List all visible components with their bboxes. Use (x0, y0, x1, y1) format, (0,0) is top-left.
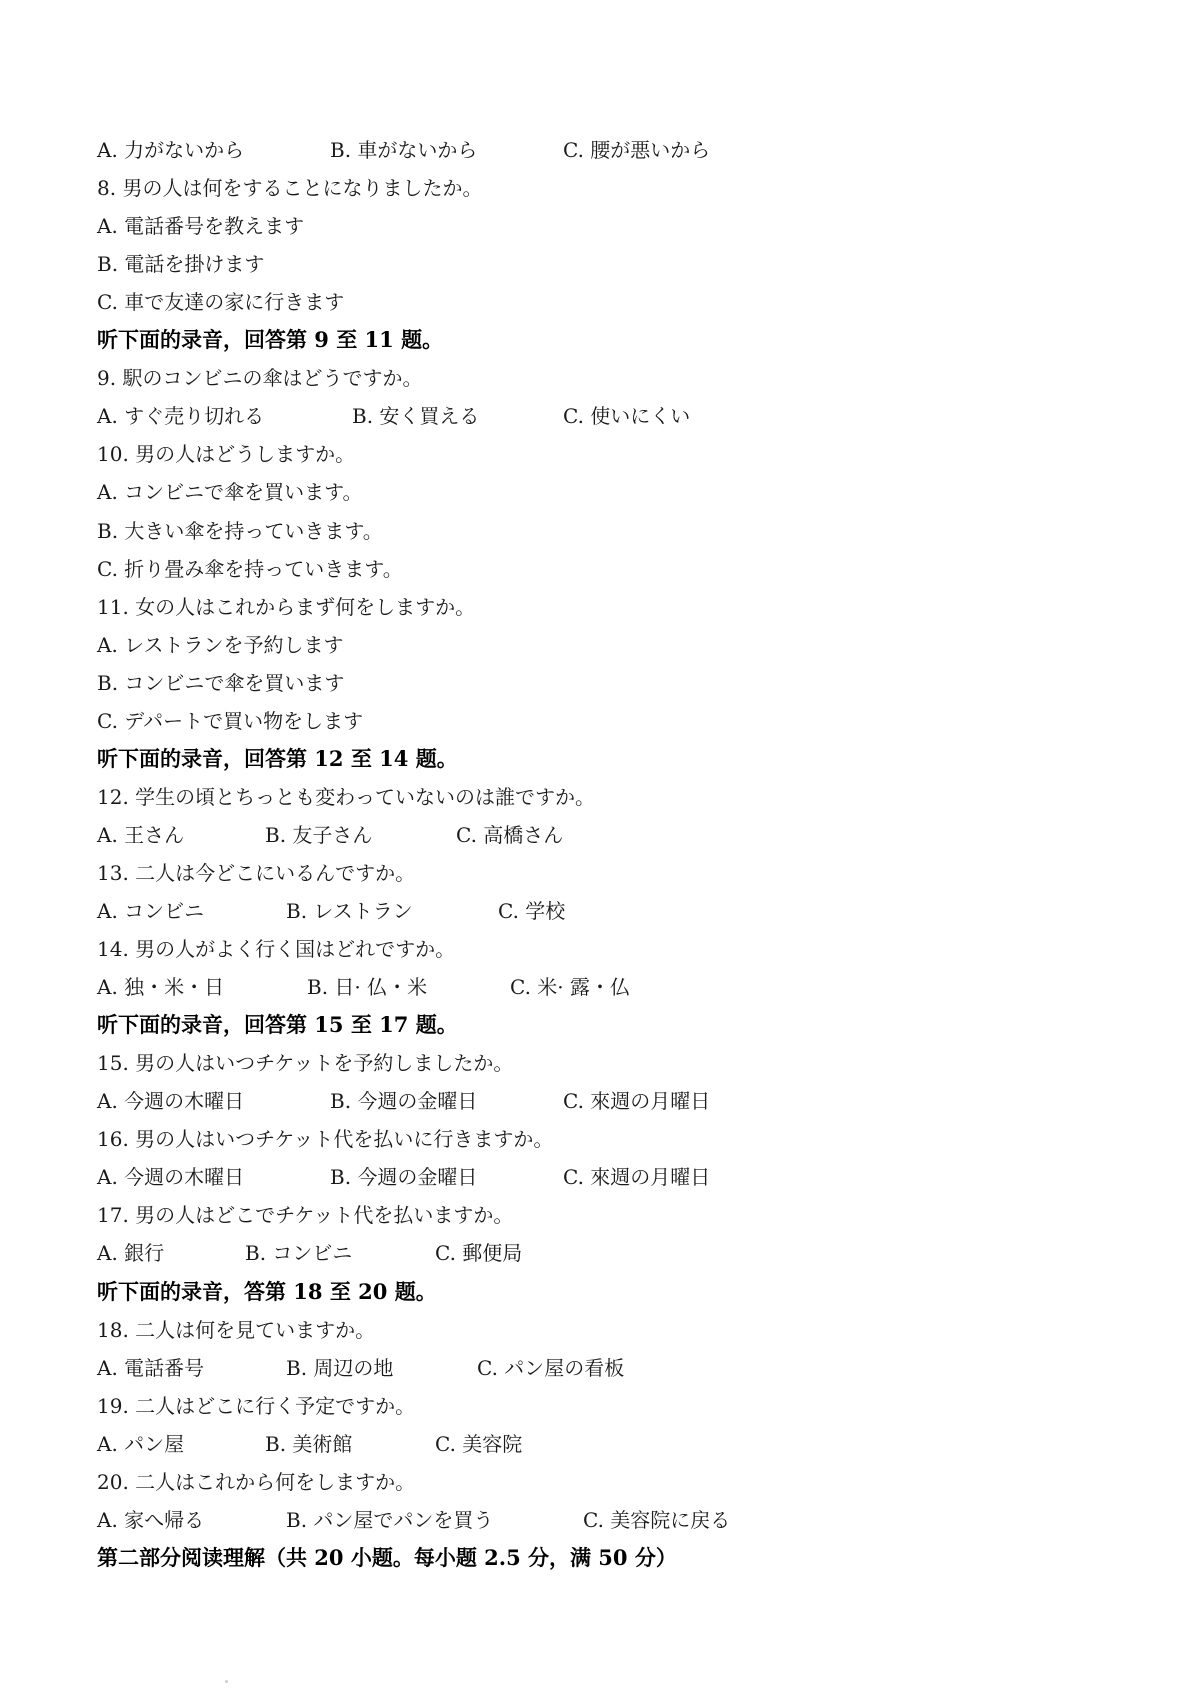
section-heading: 听下面的录音，答第 18 至 20 题。 (97, 1279, 437, 1304)
question-text: 19. 二人はどこに行く予定ですか。 (97, 1394, 416, 1418)
option-row (0, 1084, 1200, 1118)
question-text: 17. 男の人はどこでチケット代を払いますか。 (97, 1203, 514, 1227)
section-heading: 听下面的录音，回答第 9 至 11 题。 (97, 327, 444, 352)
option-row (0, 399, 1200, 433)
question-text: 12. 学生の頃とちっとも変わっていないのは誰ですか。 (97, 785, 595, 809)
option-a: A. 力がないから (97, 138, 245, 162)
option-a: A. 今週の木曜日 (97, 1165, 245, 1189)
option-line: C. 折り畳み傘を持っていきます。 (97, 557, 403, 581)
option-line: B. コンビニで傘を買います (97, 671, 345, 695)
option-c: C. 腰が悪いから (563, 138, 711, 162)
option-b: B. 美術館 (265, 1432, 353, 1456)
option-a: A. 電話番号 (97, 1356, 205, 1380)
option-c: C. 美容院 (435, 1432, 523, 1456)
option-row (0, 133, 1200, 167)
option-a: A. 今週の木曜日 (97, 1089, 245, 1113)
question-text: 10. 男の人はどうしますか。 (97, 442, 356, 466)
option-b: B. 今週の金曜日 (330, 1165, 478, 1189)
option-b: B. 今週の金曜日 (330, 1089, 478, 1113)
option-row (0, 970, 1200, 1004)
option-a: A. 銀行 (97, 1241, 165, 1265)
option-a: A. パン屋 (97, 1432, 185, 1456)
option-b: B. 安く買える (352, 404, 480, 428)
question-text: 9. 駅のコンビニの傘はどうですか。 (97, 366, 423, 390)
option-b: B. 周辺の地 (286, 1356, 394, 1380)
option-b: B. 友子さん (265, 823, 373, 847)
option-c: C. 郵便局 (435, 1241, 523, 1265)
option-row (0, 818, 1200, 852)
option-line: A. 電話番号を教えます (97, 214, 305, 238)
option-c: C. 來週の月曜日 (563, 1165, 711, 1189)
option-line: C. デパートで買い物をします (97, 709, 364, 733)
option-b: B. レストラン (286, 899, 413, 923)
question-text: 13. 二人は今どこにいるんですか。 (97, 861, 416, 885)
option-line: C. 車で友達の家に行きます (97, 290, 345, 314)
option-row (0, 1236, 1200, 1270)
option-c: C. パン屋の看板 (477, 1356, 625, 1380)
section-heading: 听下面的录音，回答第 12 至 14 题。 (97, 746, 458, 771)
section-heading: 第二部分阅读理解（共 20 小题。每小题 2.5 分，满 50 分） (97, 1545, 677, 1570)
option-line: A. レストランを予約します (97, 633, 344, 657)
question-text: 18. 二人は何を見ていますか。 (97, 1318, 376, 1342)
page-dot (225, 1680, 228, 1683)
option-c: C. 米· 露・仏 (510, 975, 631, 999)
option-row (0, 1351, 1200, 1385)
question-text: 15. 男の人はいつチケットを予約しましたか。 (97, 1051, 514, 1075)
option-line: A. コンビニで傘を買います。 (97, 480, 363, 504)
option-a: A. 家へ帰る (97, 1508, 205, 1532)
section-heading: 听下面的录音，回答第 15 至 17 题。 (97, 1012, 458, 1037)
option-b: B. 車がないから (330, 138, 478, 162)
option-a: A. コンビニ (97, 899, 205, 923)
question-text: 11. 女の人はこれからまず何をしますか。 (97, 595, 476, 619)
option-row (0, 894, 1200, 928)
option-b: B. コンビニ (245, 1241, 353, 1265)
option-line: B. 電話を掛けます (97, 252, 265, 276)
option-c: C. 使いにくい (563, 404, 691, 428)
option-a: A. 王さん (97, 823, 185, 847)
option-b: B. パン屋でパンを買う (286, 1508, 494, 1532)
option-row (0, 1427, 1200, 1461)
option-c: C. 高橋さん (456, 823, 564, 847)
option-b: B. 日· 仏・米 (307, 975, 428, 999)
question-text: 14. 男の人がよく行く国はどれですか。 (97, 937, 456, 961)
option-line: B. 大きい傘を持っていきます。 (97, 519, 383, 543)
question-text: 16. 男の人はいつチケット代を払いに行きますか。 (97, 1127, 554, 1151)
option-c: C. 美容院に戻る (583, 1508, 731, 1532)
option-row (0, 1160, 1200, 1194)
option-c: C. 学校 (498, 899, 566, 923)
question-text: 20. 二人はこれから何をしますか。 (97, 1470, 416, 1494)
option-c: C. 來週の月曜日 (563, 1089, 711, 1113)
question-text: 8. 男の人は何をすることになりましたか。 (97, 176, 483, 200)
option-row (0, 1503, 1200, 1537)
option-a: A. 独・米・日 (97, 975, 225, 999)
option-a: A. すぐ売り切れる (97, 404, 265, 428)
